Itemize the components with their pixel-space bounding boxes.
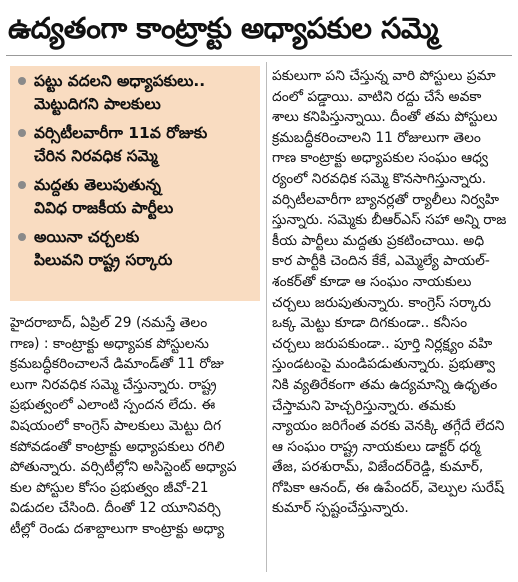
body-line: హైదరాబాద్, ఏప్రిల్ 29 (నమస్తే తెలం [10, 315, 208, 331]
bullet-icon [18, 181, 26, 189]
body-line: దంలో పడ్డాయి. వాటిని రద్దు చేసే అవకా [272, 88, 482, 105]
body-line: స్తుండటంపై మండిపడుతున్నారు. ప్రభుత్వా [272, 356, 496, 373]
body-line: కార పార్టీకి చెందిన కేకే, ఎమ్మెల్యే పాయల్‌- [272, 253, 490, 270]
body-line: కుమార్ స్పష్టంచేస్తున్నారు. [272, 500, 409, 517]
highlights-box [10, 66, 260, 301]
highlight-item [16, 226, 254, 272]
highlight-line: మద్దతు తెలుపుతున్న [34, 176, 161, 194]
body-line: వర్సిటీలవారీగా బ్యానర్లతో ర్యాలీలు నిర్వహి [272, 191, 500, 208]
highlight-line: పిలువని రాష్ట్ర సర్కారు [34, 251, 173, 269]
column-divider [266, 62, 267, 572]
highlight-item [16, 70, 254, 116]
highlight-item [16, 122, 254, 168]
body-line: శాలు కనిపిస్తున్నాయి. దీంతో తమ పోస్టులు [272, 109, 498, 126]
highlight-line: అయినా చర్చలకు [34, 228, 140, 246]
article-body-left [10, 313, 262, 540]
body-line: ర్యంలో నిరవధిక సమ్మె కొనసాగిస్తున్నారు. [272, 170, 487, 187]
body-line: స్తున్నారు. సమ్మెకు బీఆర్‌ఎస్ సహా అన్ని రాజ [272, 212, 507, 229]
article-body-right [272, 66, 512, 519]
bullet-icon [18, 77, 26, 85]
bullet-icon [18, 233, 26, 241]
highlight-line: వర్సిటీలవారీగా 11వ రోజుకు [34, 124, 208, 142]
body-line: కీయ పార్టీలు మద్దతు ప్రకటించాయి. అధి [272, 232, 485, 249]
highlight-line: చేరిన నిరవధిక సమ్మె [34, 147, 158, 165]
body-line: కుల పోస్టుల కోసం ప్రభుత్వం జీవో-21 [10, 479, 209, 496]
body-line: గాణ కాంట్రాక్టు అధ్యాపకుల సంఘం ఆధ్వ [272, 150, 489, 167]
body-line: శంకర్‌తో కూడా ఆ సంఘం నాయకులు [272, 273, 472, 290]
headline-rule [6, 55, 512, 56]
body-line: చర్చలు జరుపుతున్నారు. కాంగ్రెస్ సర్కారు [272, 294, 492, 311]
body-line: చేస్తామని హెచ్చరిస్తున్నారు. తమకు [272, 397, 456, 414]
bullet-icon [18, 129, 26, 137]
body-line: పకులుగా పని చేస్తున్న వారి పోస్టులు ప్రమా [272, 68, 496, 84]
body-line: లుగా నిరవధిక సమ్మె చేస్తున్నారు. రాష్ట్ర [10, 376, 217, 393]
body-line: విషయంలో కాంగ్రెస్ పాలకులు మెట్టు దిగ [10, 417, 222, 434]
body-line: తేజ, పరశురామ్, విజేందర్‌రెడ్డి, కుమార్, [272, 459, 484, 476]
body-line: ఒక్క మెట్టు కూడా దిగకుండా.. కనీసం [272, 315, 468, 332]
highlight-item [16, 174, 254, 220]
highlight-line: వివిధ రాజకీయ పార్టీలు [34, 199, 174, 217]
article-headline: ఉద్యతంగా కాంట్రాక్టు అధ్యాపకుల సమ్మె [8, 11, 438, 45]
body-line: పోతున్నారు. వర్సిటీల్లోని అసిస్టెంట్ అధ్యాప [10, 459, 237, 476]
highlight-line: మెట్టుదిగని పాలకులు [34, 95, 161, 113]
body-line: టీల్లో రెండు దశాబ్దాలుగా కాంట్రాక్టు అధ్యా [10, 520, 225, 537]
body-line: న్యాయం జరిగేంత వరకు వెనక్కి తగ్గేదే లేదని [272, 418, 505, 435]
body-line: విడుదల చేసింది. దీంతో 12 యూనివర్సి [10, 500, 221, 517]
body-line: క్రమబద్ధీకరించాలనే డిమాండ్‌తో 11 రోజు [10, 356, 224, 373]
body-line: గాణ) : కాంట్రాక్టు అధ్యాపక పోస్టులను [10, 335, 209, 352]
body-line: క్రమబద్ధీకరించాలని 11 రోజులుగా తెలం [272, 129, 481, 146]
body-line: కపోవడంతో కాంట్రాక్టు అధ్యాపకులు రగిలి [10, 438, 225, 455]
body-line: గోపికా ఆనంద్, ఈ ఉపేందర్, వెల్పుల సురేష్ [272, 479, 504, 496]
body-line: ఆ సంఘం రాష్ట్ర నాయకులు డాక్టర్ ధర్మ [272, 438, 481, 455]
body-line: నికి వ్యతిరేకంగా తమ ఉద్యమాన్ని ఉధృతం [272, 376, 498, 393]
highlight-line: పట్టు వదలని అధ్యాపకులు.. [34, 72, 206, 90]
body-line: చర్చలు జరుపకుండా.. పూర్తి నిర్లక్ష్యం వహి [272, 335, 493, 352]
body-line: ప్రభుత్వంలో ఎలాంటి స్పందన లేదు. ఈ [10, 397, 216, 414]
